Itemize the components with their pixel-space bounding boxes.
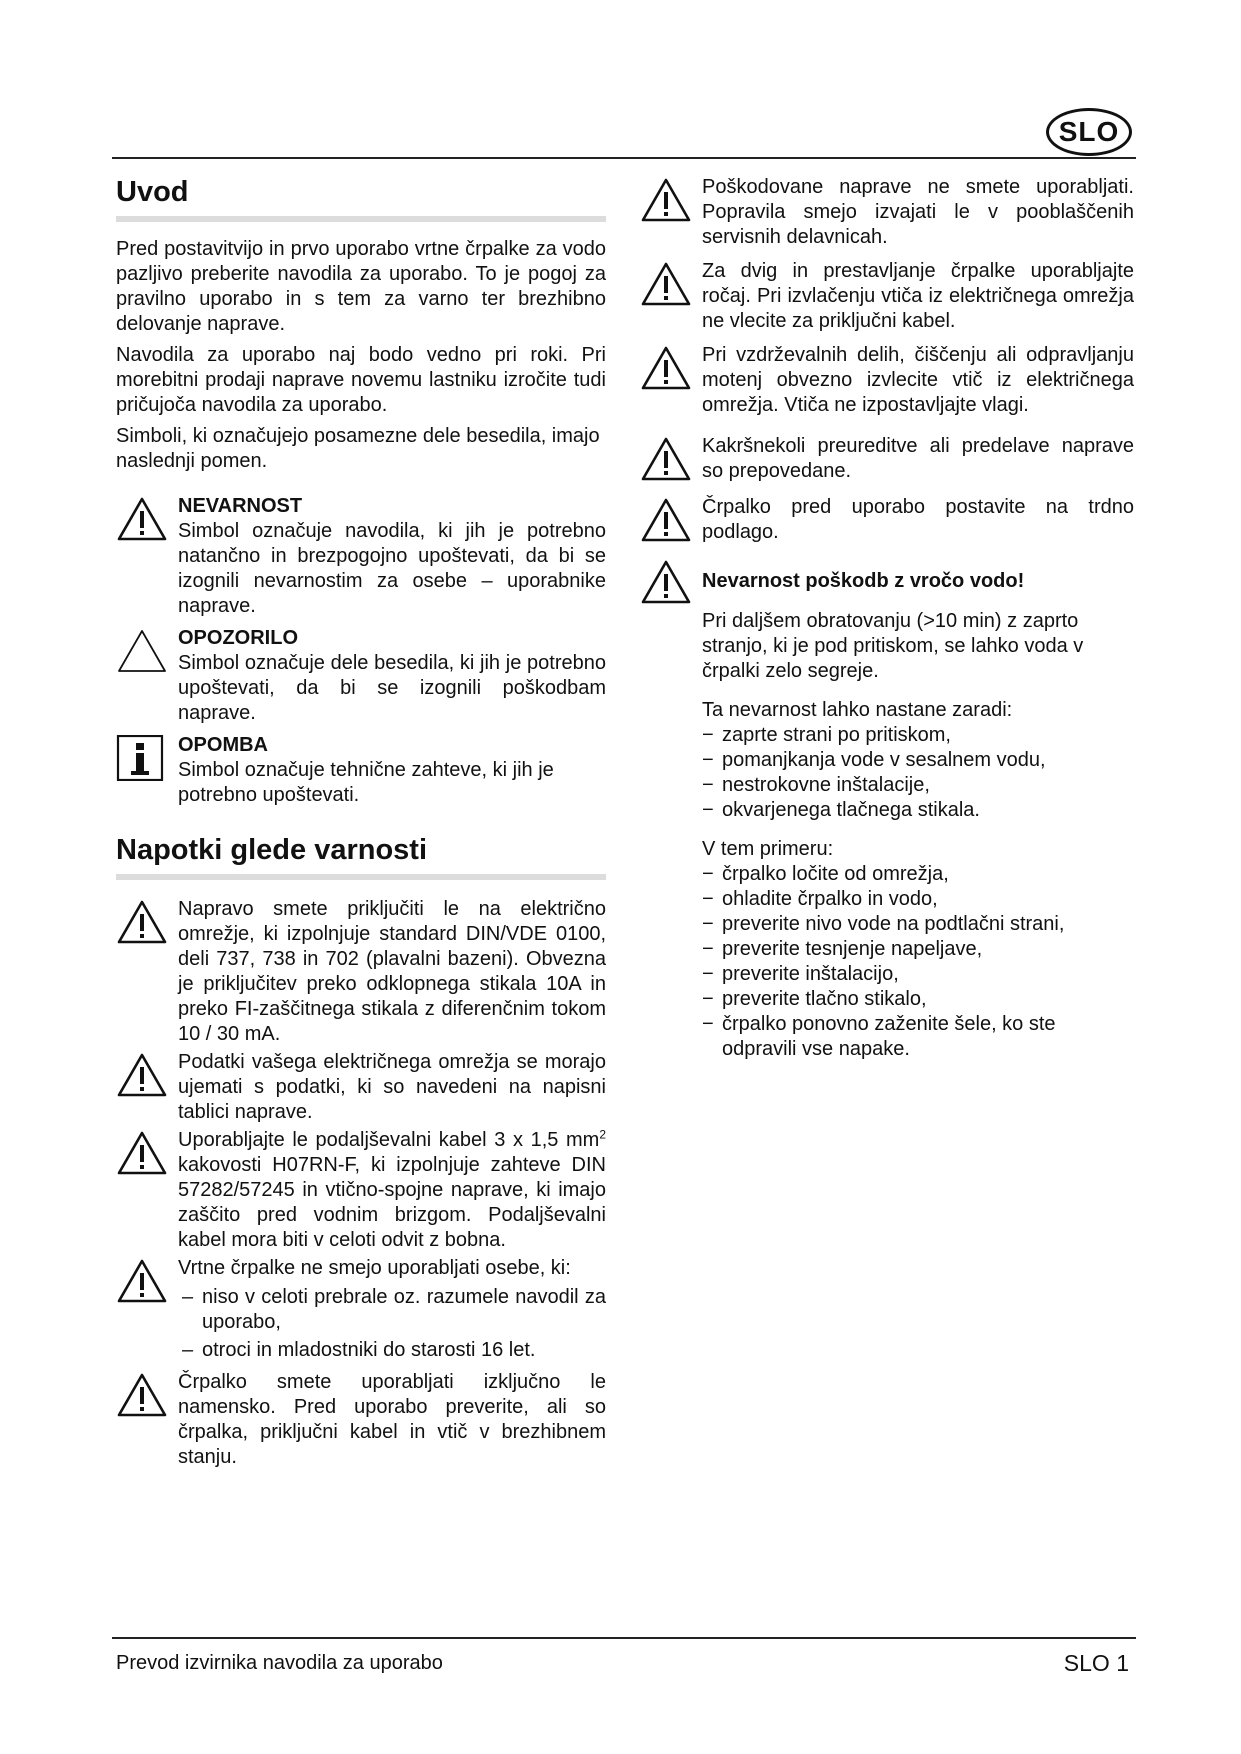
safety-heading: Napotki glede varnosti bbox=[116, 830, 606, 880]
warning-triangle-icon bbox=[116, 1130, 168, 1176]
list-item bbox=[702, 887, 1134, 912]
safety-item bbox=[640, 259, 1134, 334]
safety-item bbox=[116, 1128, 606, 1253]
list-item bbox=[702, 748, 1134, 773]
caution-triangle-icon bbox=[116, 628, 168, 674]
symbol-label: OPOZORILO bbox=[178, 627, 298, 649]
safety-item bbox=[640, 495, 1134, 545]
hot-water-details bbox=[640, 609, 1134, 1062]
safety-item bbox=[116, 897, 606, 1047]
safety-text: Za dvig in prestavljanje črpalke uporabljajte ročaj. Pri izvlačenju vtiča iz električnega omrežja ne vlecite za priključni kabel. bbox=[702, 260, 1134, 332]
safety-text: Napravo smete priključiti le na električno omrežje, ki izpolnjuje standard DIN/VDE 0100, deli 737, 738 in 702 (plavalni bazeni). Obvezna je priključitev preko odklopnega stikala 10A in preko FI-zaščitnega stikala z diferenčnim tokom 10 / 30 mA. bbox=[178, 898, 606, 1045]
danger-triangle-icon bbox=[116, 496, 168, 542]
dash-bullet: − bbox=[702, 749, 714, 771]
list-item bbox=[702, 862, 1134, 887]
dash-bullet: − bbox=[702, 938, 714, 960]
dash-bullet: − bbox=[702, 863, 714, 885]
warning-triangle-icon bbox=[116, 1052, 168, 1098]
warning-triangle-icon bbox=[640, 436, 692, 482]
causes-list bbox=[702, 723, 1134, 823]
list-item-text: ohladite črpalko in vodo, bbox=[722, 888, 938, 910]
warning-triangle-icon bbox=[116, 1372, 168, 1418]
list-item-text: črpalko ponovno zaženite šele, ko ste odpravili vse napake. bbox=[722, 1013, 1056, 1060]
hot-water-paragraph: Pri daljšem obratovanju (>10 min) z zaprto stranjo, ki je pod pritiskom, se lahko voda v črpalki zelo segreje. bbox=[702, 610, 1084, 682]
symbol-text: Simbol označuje dele besedila, ki jih je potrebno upoštevati, da bi se izognili poškodbam naprave. bbox=[178, 652, 606, 724]
safety-item bbox=[116, 1370, 606, 1470]
hot-water-warning bbox=[640, 557, 1134, 601]
safety-item bbox=[640, 343, 1134, 418]
safety-text: Vrtne črpalke ne smejo uporabljati osebe, ki: bbox=[178, 1257, 571, 1279]
list-item-text: črpalko ločite od omrežja, bbox=[722, 863, 949, 885]
superscript: 2 bbox=[599, 1127, 606, 1142]
safety-text: Črpalko smete uporabljati izključno le namensko. Pred uporabo preverite, ali so črpalka, priključni kabel in vtič v brezhibnem stanju. bbox=[178, 1371, 606, 1468]
safety-item bbox=[116, 1050, 606, 1125]
hot-water-heading: Nevarnost poškodb z vročo vodo! bbox=[702, 570, 1025, 592]
footer-rule bbox=[112, 1637, 1136, 1639]
symbol-label: NEVARNOST bbox=[178, 495, 303, 517]
cable-text: Uporabljajte le podaljševalni kabel 3 x 1,5 mm bbox=[178, 1129, 600, 1151]
warning-triangle-icon bbox=[116, 1258, 168, 1304]
safety-text: Podatki vašega električnega omrežja se morajo ujemati s podatki, ki so navedeni na napisni tablici naprave. bbox=[178, 1051, 606, 1123]
list-item bbox=[178, 1285, 606, 1335]
safety-text: Poškodovane naprave ne smete uporabljati. Popravila smejo izvajati le v pooblaščenih servisnih delavnicah. bbox=[702, 176, 1134, 248]
warning-triangle-icon bbox=[640, 177, 692, 223]
persons-list bbox=[178, 1285, 606, 1363]
footer-title: Prevod izvirnika navodila za uporabo bbox=[116, 1652, 443, 1674]
intro-paragraph: Pred postavitvijo in prvo uporabo vrtne črpalke za vodo pazljivo preberite navodila za uporabo. To je pogoj za pravilno uporabo in s tem za varno ter brezhibno delovanje naprave. bbox=[116, 238, 606, 335]
symbol-text: Simbol označuje navodila, ki jih je potrebno natančno in brezpogojno upoštevati, da bi se izognili nevarnostim za osebe – uporabnike naprave. bbox=[178, 520, 606, 617]
safety-text bbox=[178, 1128, 606, 1253]
symbol-note bbox=[116, 733, 606, 808]
dash-bullet: − bbox=[702, 913, 714, 935]
cable-text: kakovosti H07RN-F, ki izpolnjuje zahteve DIN 57282/57245 in vtično-spojne naprave, ki imajo zaščito pred vodnim brizgom. Podaljševalni kabel mora biti v celoti odvit z bobna. bbox=[178, 1154, 606, 1251]
symbol-danger bbox=[116, 494, 606, 619]
safety-text: Kakršnekoli preureditve ali predelave naprave so prepovedane. bbox=[702, 435, 1134, 482]
hot-water-paragraph: Ta nevarnost lahko nastane zaradi: bbox=[702, 699, 1013, 721]
warning-triangle-icon bbox=[640, 497, 692, 543]
list-item bbox=[702, 1012, 1134, 1062]
safety-text: Pri vzdrževalnih delih, čiščenju ali odpravljanju motenj obvezno izvlecite vtič iz električnega omrežja. Vtiča ne izpostavljajte vlagi. bbox=[702, 344, 1134, 416]
list-item-text: niso v celoti prebrale oz. razumele navodil za uporabo, bbox=[202, 1286, 606, 1333]
dash-bullet: − bbox=[702, 774, 714, 796]
page-number: SLO 1 bbox=[1063, 1650, 1129, 1676]
language-badge: SLO bbox=[1046, 108, 1132, 156]
safety-item bbox=[640, 175, 1134, 250]
intro-paragraph: Simboli, ki označujejo posamezne dele besedila, imajo naslednji pomen. bbox=[116, 425, 600, 472]
list-item bbox=[702, 773, 1134, 798]
warning-triangle-icon bbox=[116, 899, 168, 945]
dash-bullet: − bbox=[702, 963, 714, 985]
list-item-text: preverite tlačno stikalo, bbox=[722, 988, 927, 1010]
dash-bullet: – bbox=[182, 1339, 194, 1361]
list-item bbox=[178, 1338, 606, 1363]
safety-item bbox=[116, 1256, 606, 1363]
safety-item bbox=[640, 434, 1134, 484]
list-item bbox=[702, 937, 1134, 962]
list-item-text: pomanjkanja vode v sesalnem vodu, bbox=[722, 749, 1046, 771]
dash-bullet: – bbox=[182, 1286, 194, 1308]
safety-text: Črpalko pred uporabo postavite na trdno podlago. bbox=[702, 496, 1134, 543]
list-item bbox=[702, 962, 1134, 987]
left-column bbox=[116, 172, 606, 1470]
list-item bbox=[702, 987, 1134, 1012]
symbol-caution bbox=[116, 626, 606, 726]
dash-bullet: − bbox=[702, 1013, 714, 1035]
dash-bullet: − bbox=[702, 888, 714, 910]
intro-heading: Uvod bbox=[116, 172, 606, 222]
info-icon bbox=[116, 735, 168, 781]
dash-bullet: − bbox=[702, 799, 714, 821]
warning-triangle-icon bbox=[640, 261, 692, 307]
list-item-text: preverite nivo vode na podtlačni strani, bbox=[722, 913, 1065, 935]
symbol-label: OPOMBA bbox=[178, 734, 268, 756]
list-item-text: nestrokovne inštalacije, bbox=[722, 774, 930, 796]
warning-triangle-icon bbox=[640, 345, 692, 391]
list-item-text: zaprte strani po pritiskom, bbox=[722, 724, 951, 746]
hot-water-paragraph: V tem primeru: bbox=[702, 838, 834, 860]
list-item-text: preverite inštalacijo, bbox=[722, 963, 899, 985]
dash-bullet: − bbox=[702, 988, 714, 1010]
list-item-text: okvarjenega tlačnega stikala. bbox=[722, 799, 980, 821]
list-item-text: otroci in mladostniki do starosti 16 let. bbox=[202, 1339, 536, 1361]
list-item bbox=[702, 723, 1134, 748]
list-item bbox=[702, 912, 1134, 937]
symbol-text: Simbol označuje tehnične zahteve, ki jih je potrebno upoštevati. bbox=[178, 759, 554, 806]
list-item-text: preverite tesnjenje napeljave, bbox=[722, 938, 983, 960]
intro-paragraph: Navodila za uporabo naj bodo vedno pri roki. Pri morebitni prodaji naprave novemu lastniku izročite tudi pričujoča navodila za uporabo. bbox=[116, 344, 606, 416]
header-rule bbox=[112, 157, 1136, 159]
list-item bbox=[702, 798, 1134, 823]
right-column bbox=[640, 175, 1134, 1062]
warning-triangle-icon bbox=[640, 559, 692, 605]
dash-bullet: − bbox=[702, 724, 714, 746]
actions-list bbox=[702, 862, 1134, 1062]
